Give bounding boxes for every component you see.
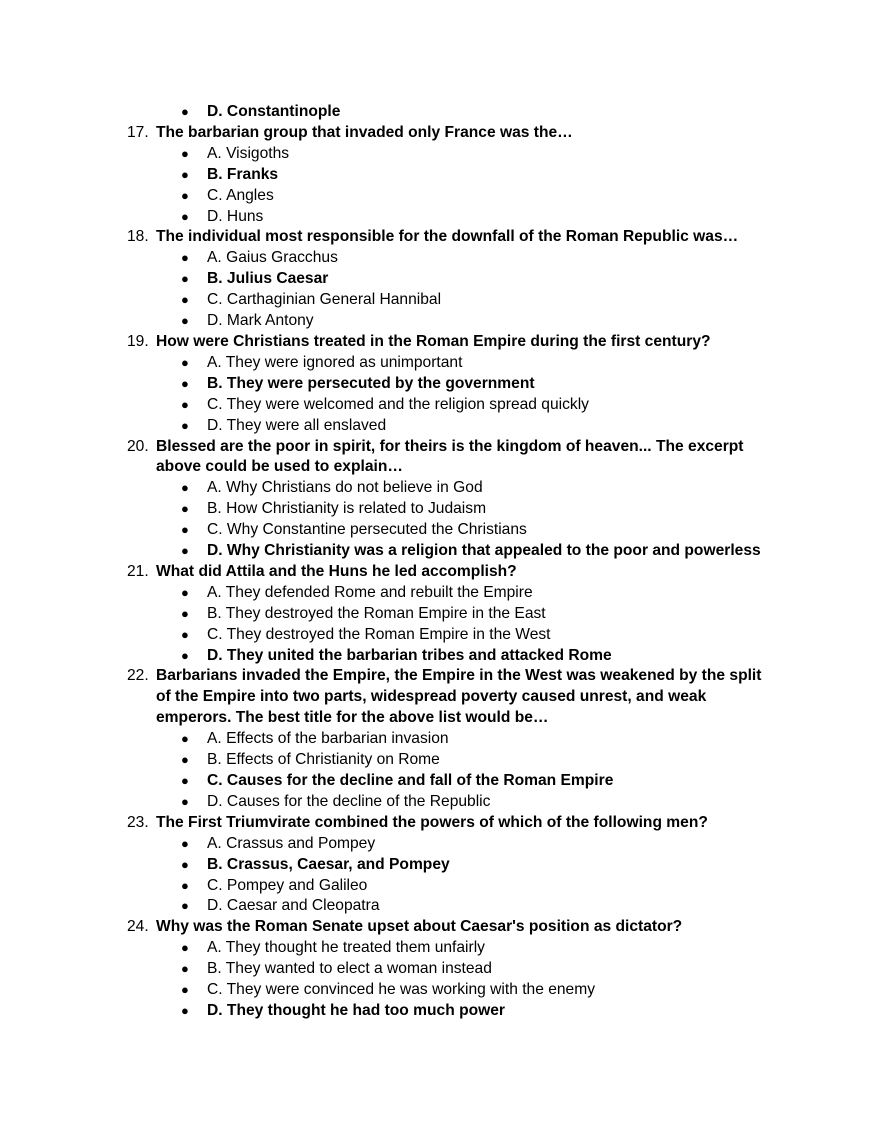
option-text: C. Causes for the decline and fall of the Roman Empire [207,772,614,789]
bullet-icon: ● [181,982,189,998]
option-text: C. Why Constantine persecuted the Christians [207,521,527,539]
question-21 [0,562,776,583]
answer-option-correct [0,855,880,876]
bullet-icon: ● [181,793,189,809]
answer-option [0,604,880,625]
answer-option-correct [0,1001,880,1022]
answer-option [0,959,880,980]
question-text: The barbarian group that invaded only France was the… [156,123,573,141]
answer-option [0,520,880,541]
question-number: 18. [127,228,149,246]
option-text: D. Causes for the decline of the Republic [207,792,491,810]
option-text: C. They were convinced he was working with the enemy [207,981,596,999]
option-text: C. Carthaginian General Hannibal [207,291,442,309]
question-text: The First Triumvirate combined the powers of which of the following men? [156,813,708,831]
option-text: D. Mark Antony [207,312,314,330]
bullet-icon: ● [181,647,189,663]
question-23 [0,813,776,834]
answer-option-correct [0,165,880,186]
bullet-icon: ● [181,250,189,266]
option-text: A. Crassus and Pompey [207,834,376,852]
bullet-icon: ● [181,375,189,391]
bullet-icon: ● [181,940,189,956]
bullet-icon: ● [181,292,189,308]
question-text: Why was the Roman Senate upset about Caesar's position as dictator? [156,918,683,936]
answer-option-correct [0,269,880,290]
quiz-content [0,102,880,1022]
bullet-icon: ● [181,522,189,538]
question-22 [0,666,776,729]
answer-option [0,311,880,332]
option-text: B. Julius Caesar [207,270,329,288]
bullet-icon: ● [181,501,189,517]
bullet-icon: ● [181,877,189,893]
option-text: D. They were all enslaved [207,416,387,434]
option-text: A. They were ignored as unimportant [207,353,463,371]
option-text: D. They thought he had too much power [207,1001,506,1019]
question-text: What did Attila and the Huns he led accomplish? [156,562,517,580]
option-text: B. Effects of Christianity on Rome [207,751,440,769]
bullet-icon: ● [181,543,189,559]
option-text: D. Why Christianity was a religion that appealed to the poor and powerless [207,542,761,560]
option-text: A. Gaius Gracchus [207,249,338,267]
bullet-icon: ● [181,104,189,119]
bullet-icon: ● [181,835,189,851]
answer-option [0,290,880,311]
answer-option-correct [0,646,880,667]
answer-option [0,938,880,959]
option-text: C. Angles [207,186,274,204]
answer-option [0,583,880,604]
answer-option [0,478,880,499]
answer-option [0,834,880,855]
answer-option [0,980,880,1001]
bullet-icon: ● [181,187,189,203]
question-number: 20. [127,437,149,455]
option-text: B. Franks [207,165,279,183]
bullet-icon: ● [181,898,189,914]
bullet-icon: ● [181,480,189,496]
question-text: Barbarians invaded the Empire, the Empire in the West was weakened by the split of the Empire into two parts, widespread poverty caused unrest, and weak emperors. The best title for the above list would be… [156,667,762,727]
option-text: D. Huns [207,207,264,225]
answer-option [0,186,880,207]
answer-option-correct [0,771,880,792]
answer-option [0,144,880,165]
option-text: D. They united the barbarian tribes and attacked Rome [207,646,612,664]
bullet-icon: ● [181,752,189,768]
option-text: A. Visigoths [207,144,290,162]
bullet-icon: ● [181,856,189,872]
bullet-icon: ● [181,584,189,600]
question-18 [0,227,776,248]
answer-option-correct [0,102,880,123]
answer-option [0,750,880,771]
option-text: A. They defended Rome and rebuilt the Empire [207,583,533,601]
bullet-icon: ● [181,354,189,370]
option-text: B. How Christianity is related to Judaism [207,500,487,518]
bullet-icon: ● [181,271,189,287]
option-text: D. Constantinople [207,103,341,120]
question-24 [0,917,776,938]
bullet-icon: ● [181,208,189,224]
answer-option [0,792,880,813]
question-20 [0,437,776,479]
answer-option [0,625,880,646]
answer-option [0,207,880,228]
bullet-icon: ● [181,417,189,433]
bullet-icon: ● [181,1002,189,1018]
question-number: 23. [127,813,149,831]
answer-option [0,248,880,269]
answer-option [0,353,880,374]
question-19 [0,332,776,353]
option-text: B. Crassus, Caesar, and Pompey [207,855,450,873]
bullet-icon: ● [181,396,189,412]
answer-option [0,729,880,750]
answer-option-correct [0,541,880,562]
bullet-icon: ● [181,145,189,161]
answer-option [0,499,880,520]
question-text: The individual most responsible for the downfall of the Roman Republic was… [156,228,739,246]
bullet-icon: ● [181,961,189,977]
question-number: 21. [127,562,149,580]
option-text: B. They wanted to elect a woman instead [207,960,492,978]
option-text: C. They destroyed the Roman Empire in the West [207,625,551,643]
option-text: C. Pompey and Galileo [207,876,368,894]
question-number: 17. [127,123,149,141]
question-number: 22. [127,667,149,685]
answer-option [0,416,880,437]
bullet-icon: ● [181,773,189,788]
option-text: A. They thought he treated them unfairly [207,939,485,957]
bullet-icon: ● [181,731,189,747]
answer-option-correct [0,374,880,395]
question-number: 24. [127,918,149,936]
bullet-icon: ● [181,605,189,621]
bullet-icon: ● [181,313,189,329]
option-text: C. They were welcomed and the religion spread quickly [207,395,589,413]
question-text: Blessed are the poor in spirit, for theirs is the kingdom of heaven... The excerpt above could be used to explain… [156,437,744,476]
option-text: D. Caesar and Cleopatra [207,897,380,915]
answer-option [0,395,880,416]
question-text: How were Christians treated in the Roman Empire during the first century? [156,332,711,350]
option-text: A. Why Christians do not believe in God [207,479,483,497]
answer-option [0,896,880,917]
option-text: B. They destroyed the Roman Empire in the East [207,604,546,622]
question-17 [0,123,776,144]
option-text: A. Effects of the barbarian invasion [207,730,449,748]
bullet-icon: ● [181,166,189,182]
option-text: B. They were persecuted by the government [207,374,535,392]
answer-option [0,876,880,897]
bullet-icon: ● [181,626,189,642]
question-number: 19. [127,332,149,350]
